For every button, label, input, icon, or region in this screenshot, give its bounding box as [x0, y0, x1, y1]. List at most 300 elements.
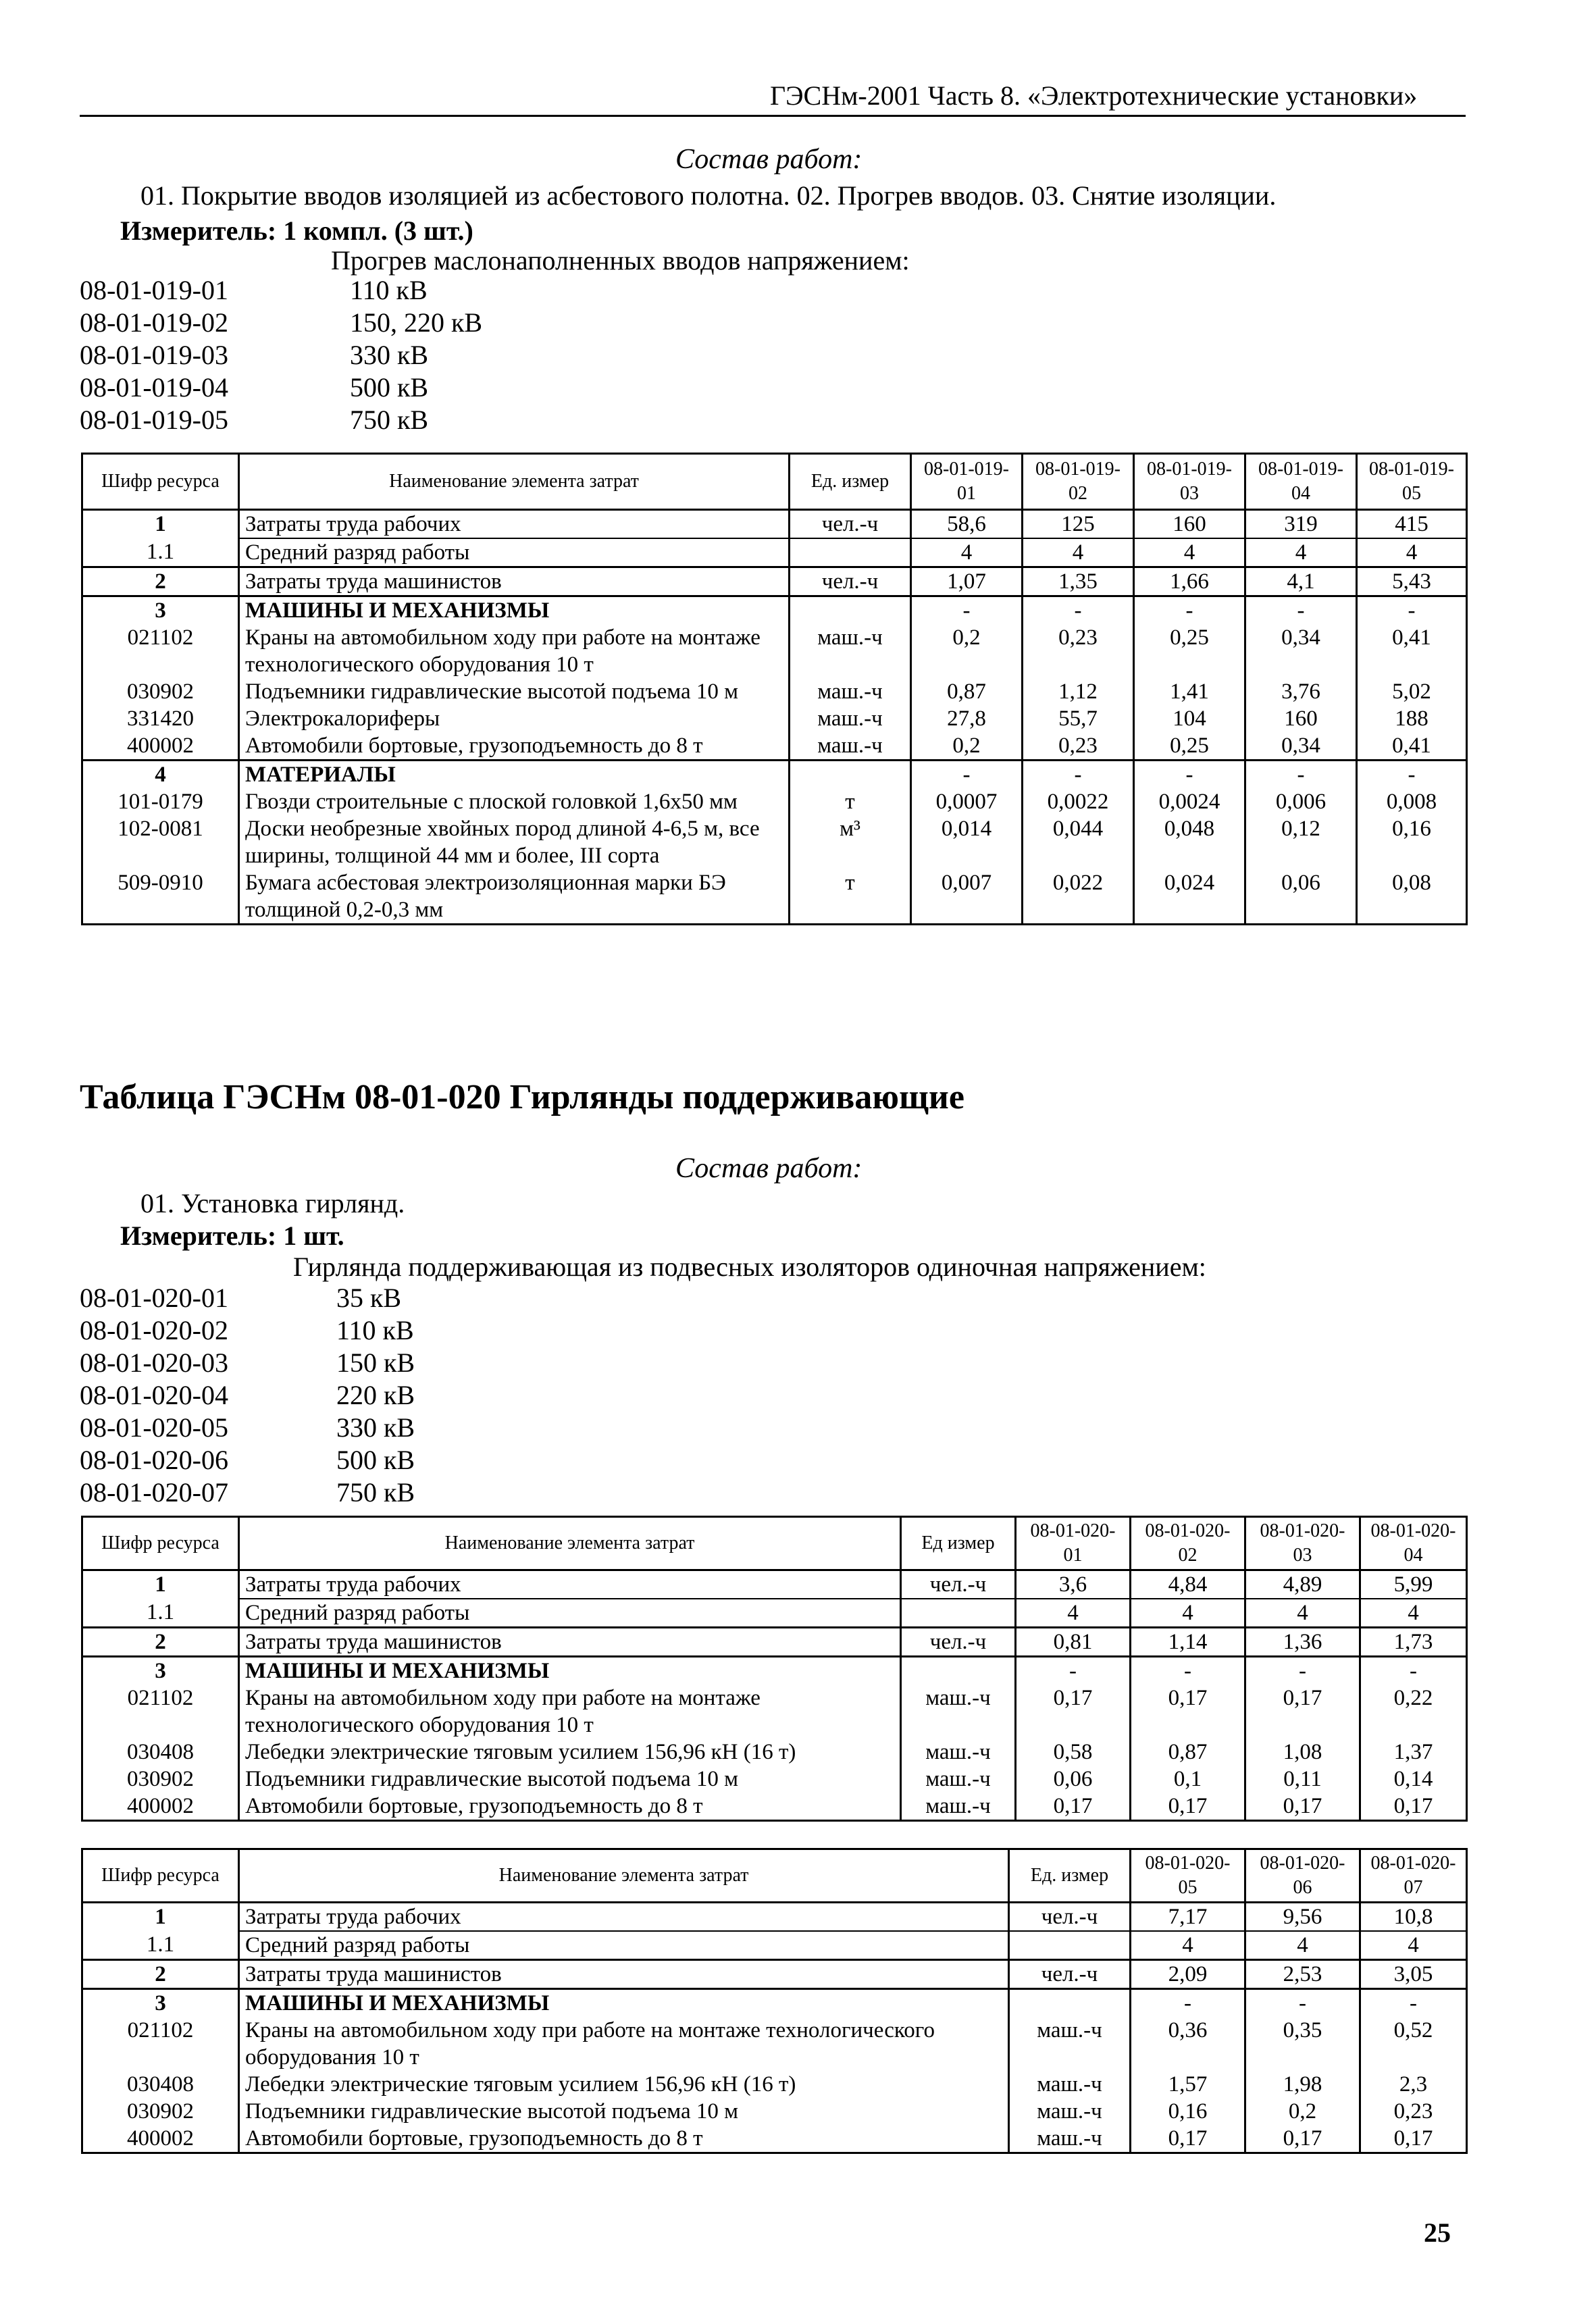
table-row [82, 815, 1467, 869]
value-cell: 4,89 [1245, 1570, 1360, 1599]
table-row [82, 1793, 1467, 1821]
resource-table-020-part2 [81, 1848, 1468, 2154]
value-cell: 0,17 [1245, 1793, 1360, 1821]
norm-code-row [80, 1476, 688, 1509]
resource-name: Средний разряд работы [239, 1599, 901, 1628]
value-cell: - [1245, 596, 1357, 625]
resource-unit: чел.-ч [901, 1570, 1016, 1599]
resource-code: 030902 [82, 1766, 239, 1793]
table-row [82, 2098, 1467, 2125]
resource-name: Бумага асбестовая электроизоляционная марки БЭ толщиной 0,2-0,3 мм [239, 869, 790, 925]
value-cell: 1,37 [1360, 1739, 1467, 1766]
norm-code: 08-01-020-01 [80, 1283, 228, 1313]
table-header-row [82, 1517, 1467, 1570]
value-cell: 1,41 [1134, 678, 1245, 705]
resource-code: 030902 [82, 678, 239, 705]
value-cell: 5,99 [1360, 1570, 1467, 1599]
resource-name: Электрокалориферы [239, 705, 790, 732]
value-cell: 0,17 [1360, 1793, 1467, 1821]
table-row [82, 1628, 1467, 1657]
resource-unit: маш.-ч [790, 732, 911, 761]
column-header: 08-01-020-07 [1360, 1849, 1467, 1903]
norm-code-row [80, 371, 688, 404]
resource-unit: маш.-ч [790, 705, 911, 732]
value-cell: - [1023, 596, 1134, 625]
table-row [82, 1931, 1467, 1960]
value-cell: 0,014 [911, 815, 1023, 869]
resource-name: Средний разряд работы [239, 1931, 1009, 1960]
resource-name: Подъемники гидравлические высотой подъема 10 м [239, 2098, 1009, 2125]
table-row [82, 510, 1467, 539]
value-cell: 4 [1134, 538, 1245, 567]
value-cell: 0,41 [1357, 624, 1467, 678]
table-header-row [82, 454, 1467, 510]
resource-code: 021102 [82, 1685, 239, 1739]
value-cell: 0,87 [911, 678, 1023, 705]
meter-label: Измеритель: [120, 215, 277, 246]
column-header: 08-01-019-02 [1023, 454, 1134, 510]
table-row [82, 1657, 1467, 1685]
resource-table-020-part1 [81, 1516, 1468, 1822]
meter-value: 1 шт. [283, 1220, 344, 1251]
resource-name: Краны на автомобильном ходу при работе на монтаже технологического оборудования 10 т [239, 1685, 901, 1739]
value-cell: 4 [1016, 1599, 1131, 1628]
meter-label: Измеритель: [120, 1220, 277, 1251]
column-header: 08-01-019-05 [1357, 454, 1467, 510]
value-cell: 415 [1357, 510, 1467, 539]
value-cell: 4,1 [1245, 567, 1357, 596]
value-cell: - [1357, 596, 1467, 625]
norm-code-row [80, 1444, 688, 1476]
value-cell: 0,1 [1131, 1766, 1245, 1793]
resource-code: 1.1 [82, 1599, 239, 1628]
norm-code-row [80, 339, 688, 371]
table-row [82, 869, 1467, 925]
column-header: 08-01-019-01 [911, 454, 1023, 510]
value-cell: 7,17 [1131, 1903, 1245, 1932]
norm-code: 08-01-020-02 [80, 1315, 228, 1345]
meter-value: 1 компл. (3 шт.) [283, 215, 473, 246]
value-cell: - [1131, 1657, 1245, 1685]
value-cell: 0,06 [1016, 1766, 1131, 1793]
resource-unit: чел.-ч [790, 567, 911, 596]
column-header: 08-01-020-01 [1016, 1517, 1131, 1570]
value-cell: - [1357, 761, 1467, 789]
resource-unit: маш.-ч [790, 678, 911, 705]
value-cell: 55,7 [1023, 705, 1134, 732]
norm-value: 150 кВ [336, 1347, 415, 1378]
resource-name: Затраты труда машинистов [239, 1628, 901, 1657]
norm-value: 330 кВ [350, 340, 429, 370]
resource-code: 1.1 [82, 1931, 239, 1960]
value-cell: 0,16 [1131, 2098, 1245, 2125]
value-cell: 0,23 [1023, 732, 1134, 761]
value-cell: 0,41 [1357, 732, 1467, 761]
norm-code: 08-01-019-04 [80, 372, 228, 403]
resource-unit: м³ [790, 815, 911, 869]
table-row [82, 761, 1467, 789]
value-cell: 0,17 [1131, 2125, 1245, 2153]
resource-code: 1 [82, 1903, 239, 1932]
value-cell: 1,66 [1134, 567, 1245, 596]
value-cell: 0,58 [1016, 1739, 1131, 1766]
column-header: 08-01-019-04 [1245, 454, 1357, 510]
column-header: 08-01-020-05 [1131, 1849, 1245, 1903]
value-cell: - [1245, 761, 1357, 789]
value-cell: 0,17 [1016, 1793, 1131, 1821]
resource-code: 021102 [82, 624, 239, 678]
value-cell: 0,16 [1357, 815, 1467, 869]
norm-code-row [80, 1412, 688, 1444]
norm-code-row [80, 307, 688, 339]
column-header: Ед. измер [790, 454, 911, 510]
column-header: Шифр ресурса [82, 1517, 239, 1570]
resource-name: МАШИНЫ И МЕХАНИЗМЫ [239, 596, 790, 625]
resource-name: Лебедки электрические тяговым усилием 156,96 кН (16 т) [239, 2071, 1009, 2098]
column-header: 08-01-020-04 [1360, 1517, 1467, 1570]
resource-code: 021102 [82, 2017, 239, 2071]
value-cell: 0,12 [1245, 815, 1357, 869]
resource-name: Подъемники гидравлические высотой подъема 10 м [239, 1766, 901, 1793]
value-cell: - [911, 596, 1023, 625]
table-row [82, 1903, 1467, 1932]
value-cell: - [1360, 1657, 1467, 1685]
norm-code-row [80, 1347, 688, 1379]
norm-code: 08-01-020-07 [80, 1477, 228, 1508]
value-cell: 10,8 [1360, 1903, 1467, 1932]
work-composition-heading: Состав работ: [675, 1153, 863, 1184]
norm-value: 500 кВ [336, 1445, 415, 1475]
value-cell: 0,25 [1134, 624, 1245, 678]
value-cell: 4 [1245, 538, 1357, 567]
resource-code: 030902 [82, 2098, 239, 2125]
resource-name: Лебедки электрические тяговым усилием 156,96 кН (16 т) [239, 1739, 901, 1766]
value-cell: 4 [1245, 1931, 1360, 1960]
value-cell: 0,006 [1245, 788, 1357, 815]
value-cell: 0,25 [1134, 732, 1245, 761]
value-cell: 58,6 [911, 510, 1023, 539]
value-cell: 0,87 [1131, 1739, 1245, 1766]
resource-unit: чел.-ч [1009, 1903, 1131, 1932]
value-cell: 0,06 [1245, 869, 1357, 925]
resource-name: Доски необрезные хвойных пород длиной 4-6,5 м, все ширины, толщиной 44 мм и более, III сорта [239, 815, 790, 869]
work-composition-heading: Состав работ: [675, 144, 863, 175]
table-row [82, 2125, 1467, 2153]
value-cell: 0,2 [911, 732, 1023, 761]
column-header: Шифр ресурса [82, 1849, 239, 1903]
resource-name: Краны на автомобильном ходу при работе на монтаже технологического оборудования 10 т [239, 624, 790, 678]
resource-code: 331420 [82, 705, 239, 732]
value-cell: 0,17 [1245, 2125, 1360, 2153]
value-cell: 1,14 [1131, 1628, 1245, 1657]
resource-name: Затраты труда рабочих [239, 1570, 901, 1599]
value-cell: - [911, 761, 1023, 789]
resource-unit: чел.-ч [901, 1628, 1016, 1657]
value-cell: 1,12 [1023, 678, 1134, 705]
column-header: Наименование элемента затрат [239, 1517, 901, 1570]
norm-value: 330 кВ [336, 1412, 415, 1443]
resource-name: Гвозди строительные с плоской головкой 1,6х50 мм [239, 788, 790, 815]
resource-name: Затраты труда рабочих [239, 1903, 1009, 1932]
resource-unit: маш.-ч [901, 1685, 1016, 1739]
resource-code: 3 [82, 1657, 239, 1685]
table-row [82, 1989, 1467, 2017]
value-cell: 0,2 [1245, 2098, 1360, 2125]
norm-value: 110 кВ [336, 1315, 414, 1345]
value-cell: 9,56 [1245, 1903, 1360, 1932]
resource-code: 2 [82, 567, 239, 596]
resource-unit [790, 538, 911, 567]
value-cell: 0,11 [1245, 1766, 1360, 1793]
norm-code: 08-01-019-03 [80, 340, 228, 370]
resource-name: Автомобили бортовые, грузоподъемность до 8 т [239, 2125, 1009, 2153]
meter-line [120, 215, 473, 247]
resource-code: 102-0081 [82, 815, 239, 869]
resource-unit [790, 596, 911, 625]
value-cell: 0,2 [911, 624, 1023, 678]
value-cell: 3,05 [1360, 1960, 1467, 1989]
norm-code: 08-01-020-05 [80, 1412, 228, 1443]
value-cell: 0,52 [1360, 2017, 1467, 2071]
norm-value: 150, 220 кВ [350, 307, 483, 338]
value-cell: 0,23 [1360, 2098, 1467, 2125]
value-cell: 3,76 [1245, 678, 1357, 705]
table-row [82, 538, 1467, 567]
value-cell: 104 [1134, 705, 1245, 732]
column-header: Шифр ресурса [82, 454, 239, 510]
value-cell: 0,81 [1016, 1628, 1131, 1657]
norm-value: 750 кВ [350, 405, 429, 435]
table-row [82, 678, 1467, 705]
value-cell: - [1360, 1989, 1467, 2017]
value-cell: 0,17 [1360, 2125, 1467, 2153]
value-cell: 0,17 [1131, 1793, 1245, 1821]
value-cell: 4 [1360, 1931, 1467, 1960]
resource-unit [1009, 1931, 1131, 1960]
resource-code: 509-0910 [82, 869, 239, 925]
table-row [82, 1685, 1467, 1739]
norm-value: 750 кВ [336, 1477, 415, 1508]
value-cell: 2,3 [1360, 2071, 1467, 2098]
resource-unit: маш.-ч [1009, 2071, 1131, 2098]
value-cell: 125 [1023, 510, 1134, 539]
value-cell: 1,08 [1245, 1739, 1360, 1766]
resource-unit: маш.-ч [1009, 2017, 1131, 2071]
value-cell: 1,07 [911, 567, 1023, 596]
header-rule [80, 115, 1466, 117]
value-cell: 4 [911, 538, 1023, 567]
value-cell: 160 [1245, 705, 1357, 732]
value-cell: 2,09 [1131, 1960, 1245, 1989]
table-row [82, 1960, 1467, 1989]
value-cell: 0,044 [1023, 815, 1134, 869]
norm-code: 08-01-020-03 [80, 1347, 228, 1378]
resource-unit: маш.-ч [901, 1739, 1016, 1766]
value-cell: 0,08 [1357, 869, 1467, 925]
value-cell: 1,73 [1360, 1628, 1467, 1657]
resource-name: Средний разряд работы [239, 538, 790, 567]
value-cell: 27,8 [911, 705, 1023, 732]
table-row [82, 1599, 1467, 1628]
value-cell: 0,17 [1245, 1685, 1360, 1739]
table-row [82, 1739, 1467, 1766]
norm-code-row [80, 1379, 688, 1412]
resource-name: МАШИНЫ И МЕХАНИЗМЫ [239, 1657, 901, 1685]
column-header: 08-01-020-06 [1245, 1849, 1360, 1903]
value-cell: 4 [1131, 1599, 1245, 1628]
norm-code-row [80, 404, 688, 436]
value-cell: 0,048 [1134, 815, 1245, 869]
resource-unit [790, 761, 911, 789]
value-cell: - [1131, 1989, 1245, 2017]
resource-unit: т [790, 788, 911, 815]
resource-unit: маш.-ч [790, 624, 911, 678]
norm-code-row [80, 1282, 688, 1314]
column-header: 08-01-020-03 [1245, 1517, 1360, 1570]
resource-unit [901, 1599, 1016, 1628]
value-cell: 1,35 [1023, 567, 1134, 596]
value-cell: 0,0022 [1023, 788, 1134, 815]
norm-code: 08-01-019-05 [80, 405, 228, 435]
resource-unit: маш.-ч [1009, 2125, 1131, 2153]
resource-name: Краны на автомобильном ходу при работе на монтаже технологического оборудования 10 т [239, 2017, 1009, 2071]
norm-code-list [80, 274, 688, 436]
resource-code: 2 [82, 1960, 239, 1989]
resource-name: Затраты труда машинистов [239, 567, 790, 596]
running-header: ГЭСНм-2001 Часть 8. «Электротехнические установки» [770, 80, 1418, 111]
resource-name: Подъемники гидравлические высотой подъема 10 м [239, 678, 790, 705]
value-cell: 0,0024 [1134, 788, 1245, 815]
value-cell: 0,024 [1134, 869, 1245, 925]
resource-code: 030408 [82, 2071, 239, 2098]
norm-code: 08-01-020-06 [80, 1445, 228, 1475]
value-cell: 1,98 [1245, 2071, 1360, 2098]
resource-unit: маш.-ч [1009, 2098, 1131, 2125]
value-cell: 0,008 [1357, 788, 1467, 815]
resource-code: 3 [82, 596, 239, 625]
resource-code: 101-0179 [82, 788, 239, 815]
value-cell: 5,43 [1357, 567, 1467, 596]
value-cell: 1,36 [1245, 1628, 1360, 1657]
resource-name: Затраты труда рабочих [239, 510, 790, 539]
value-cell: 0,17 [1016, 1685, 1131, 1739]
table-row [82, 596, 1467, 625]
resource-code: 4 [82, 761, 239, 789]
table-row [82, 732, 1467, 761]
resource-unit: маш.-ч [901, 1766, 1016, 1793]
value-cell: 0,23 [1023, 624, 1134, 678]
value-cell: 0,36 [1131, 2017, 1245, 2071]
table-header-row [82, 1849, 1467, 1903]
resource-name: Затраты труда машинистов [239, 1960, 1009, 1989]
resource-unit: маш.-ч [901, 1793, 1016, 1821]
value-cell: 3,6 [1016, 1570, 1131, 1599]
value-cell: - [1023, 761, 1134, 789]
resource-code: 400002 [82, 2125, 239, 2153]
resource-code: 1 [82, 510, 239, 539]
column-header: Наименование элемента затрат [239, 454, 790, 510]
column-header: Наименование элемента затрат [239, 1849, 1009, 1903]
value-cell: - [1245, 1989, 1360, 2017]
resource-code: 1 [82, 1570, 239, 1599]
norm-value: 220 кВ [336, 1380, 415, 1410]
column-header: 08-01-019-03 [1134, 454, 1245, 510]
value-cell: 0,17 [1131, 1685, 1245, 1739]
value-cell: 2,53 [1245, 1960, 1360, 1989]
table-row [82, 2071, 1467, 2098]
value-cell: 0,22 [1360, 1685, 1467, 1739]
norm-code-row [80, 274, 688, 307]
page-number: 25 [1424, 2217, 1451, 2248]
resource-unit: чел.-ч [1009, 1960, 1131, 1989]
resource-code: 400002 [82, 732, 239, 761]
table-row [82, 567, 1467, 596]
norm-description: Гирлянда поддерживающая из подвесных изоляторов одиночная напряжением: [293, 1252, 1206, 1282]
norm-code: 08-01-020-04 [80, 1380, 228, 1410]
table-title: Таблица ГЭСНм 08-01-020 Гирлянды поддерживающие [80, 1078, 964, 1116]
norm-code-list [80, 1282, 688, 1509]
work-list: 01. Установка гирлянд. [140, 1188, 405, 1218]
resource-unit [901, 1657, 1016, 1685]
resource-code: 400002 [82, 1793, 239, 1821]
value-cell: 188 [1357, 705, 1467, 732]
value-cell: 1,57 [1131, 2071, 1245, 2098]
resource-unit [1009, 1989, 1131, 2017]
norm-code: 08-01-019-02 [80, 307, 228, 338]
work-list: 01. Покрытие вводов изоляцией из асбестового полотна. 02. Прогрев вводов. 03. Снятие изоляции. [140, 180, 1277, 211]
value-cell: 0,35 [1245, 2017, 1360, 2071]
resource-unit: чел.-ч [790, 510, 911, 539]
value-cell: 0,34 [1245, 732, 1357, 761]
column-header: Ед измер [901, 1517, 1016, 1570]
resource-name: МАТЕРИАЛЫ [239, 761, 790, 789]
value-cell: - [1245, 1657, 1360, 1685]
resource-code: 3 [82, 1989, 239, 2017]
value-cell: 0,14 [1360, 1766, 1467, 1793]
table-row [82, 624, 1467, 678]
value-cell: 4 [1360, 1599, 1467, 1628]
value-cell: 319 [1245, 510, 1357, 539]
resource-code: 1.1 [82, 538, 239, 567]
table-row [82, 2017, 1467, 2071]
resource-name: Автомобили бортовые, грузоподъемность до 8 т [239, 732, 790, 761]
resource-name: Автомобили бортовые, грузоподъемность до 8 т [239, 1793, 901, 1821]
value-cell: 4 [1357, 538, 1467, 567]
value-cell: - [1134, 596, 1245, 625]
table-row [82, 705, 1467, 732]
table-row [82, 1766, 1467, 1793]
value-cell: 160 [1134, 510, 1245, 539]
norm-code: 08-01-019-01 [80, 275, 228, 305]
value-cell: 5,02 [1357, 678, 1467, 705]
resource-unit: т [790, 869, 911, 925]
norm-value: 35 кВ [336, 1283, 402, 1313]
value-cell: 4 [1131, 1931, 1245, 1960]
value-cell: 0,007 [911, 869, 1023, 925]
resource-code: 030408 [82, 1739, 239, 1766]
value-cell: - [1016, 1657, 1131, 1685]
value-cell: 0,022 [1023, 869, 1134, 925]
resource-table-019 [81, 453, 1468, 925]
value-cell: 4 [1023, 538, 1134, 567]
value-cell: 0,0007 [911, 788, 1023, 815]
column-header: 08-01-020-02 [1131, 1517, 1245, 1570]
resource-code: 2 [82, 1628, 239, 1657]
norm-description: Прогрев маслонаполненных вводов напряжением: [331, 245, 910, 276]
norm-value: 500 кВ [350, 372, 429, 403]
meter-line [120, 1220, 344, 1252]
column-header: Ед. измер [1009, 1849, 1131, 1903]
